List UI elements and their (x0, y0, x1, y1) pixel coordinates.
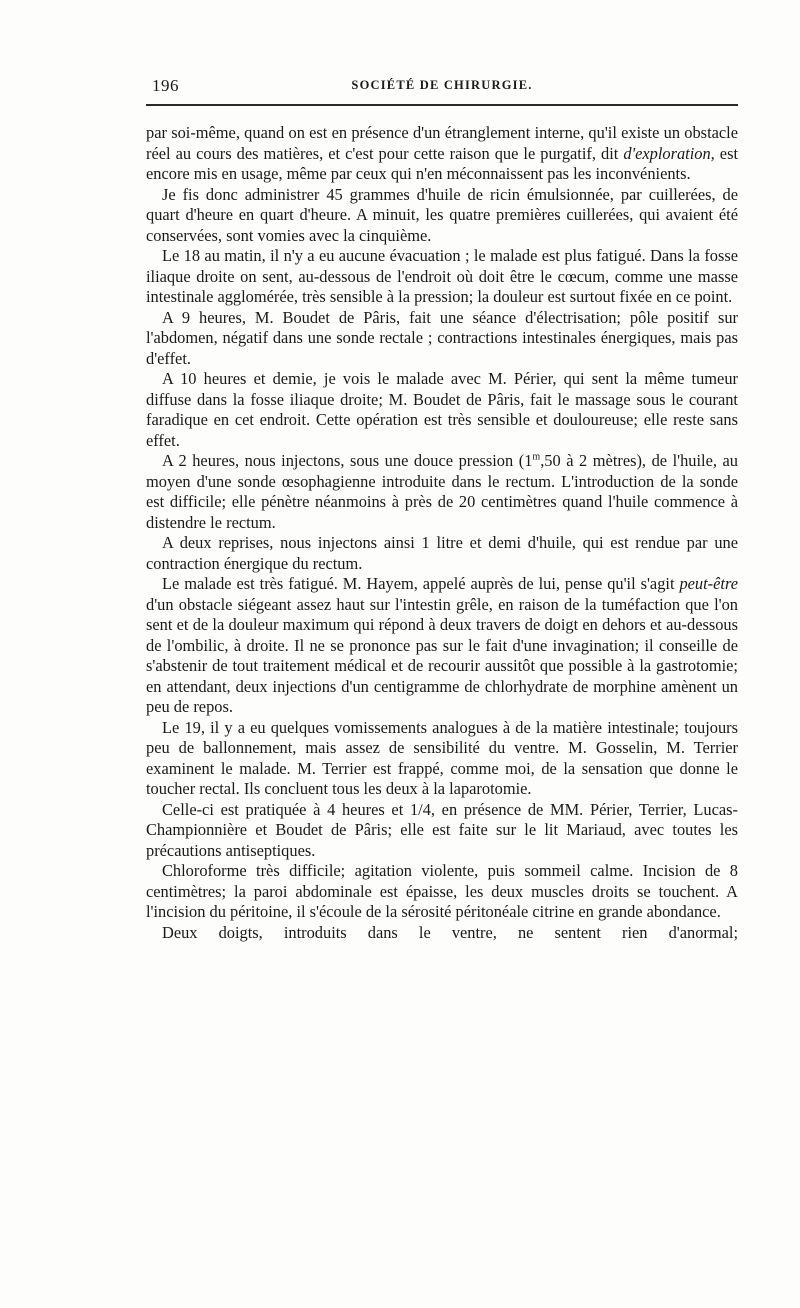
paragraph: Le 19, il y a eu quelques vomissements analogues à de la matière intestinale; toujours peu de ballonnement, mais assez de sensibilité du ventre. M. Gosselin, M. Terrier examinent le malade. M. Terrier est frappé, comme moi, de la sensation que donne le toucher rectal. Ils concluent tous les deux à la laparotomie. (146, 717, 738, 798)
text-run: A 2 heures, nous injectons, sous une douce pression (1 (162, 451, 533, 470)
body-text (146, 123, 738, 943)
paragraph: A deux reprises, nous injectons ainsi 1 litre et demi d'huile, qui est rendue par une contraction énergique du rectum. (146, 533, 738, 573)
paragraph: A 10 heures et demie, je vois le malade avec M. Périer, qui sent la même tumeur diffuse dans la fosse iliaque droite; M. Boudet de Pâris, fait le massage sous le courant faradique en cet endroit. Cette opération est très sensible et douloureuse; elle reste sans effet. (146, 369, 738, 450)
paragraph: Deux doigts, introduits dans le ventre, ne sentent rien d'anormal; (162, 922, 738, 942)
paragraph (146, 123, 738, 185)
paragraph: Je fis donc administrer 45 grammes d'huile de ricin émulsionnée, par cuillerées, de quart d'heure en quart d'heure. A minuit, les quatre premières cuillerées, qui avaient été conservées, sont vomies avec la cinquième. (146, 184, 738, 245)
italic-term: d'exploration, (623, 143, 715, 163)
running-title: SOCIÉTÉ DE CHIRURGIE. (351, 78, 533, 92)
running-head (146, 72, 738, 102)
text-run: Le malade est très fatigué. M. Hayem, appelé auprès de lui, pense qu'il s'agit (162, 574, 680, 593)
text-run: ,50 à 2 mètres), de l'huile, au moyen d'une sonde œsophagienne introduite dans le rectum. L'introduction de la sonde est difficile; elle pénètre néanmoins à près de 20 centimètres quand l'huile commence à distendre le rectum. (146, 451, 738, 532)
paragraph: Le 18 au matin, il n'y a eu aucune évacuation ; le malade est plus fatigué. Dans la fosse iliaque droite on sent, au-dessous de l'endroit où doit être le cœcum, comme une masse intestinale agglomérée, très sensible à la pression; la douleur est surtout fixée en ce point. (146, 246, 738, 306)
header-rule (146, 104, 738, 106)
text-run: est encore mis en usage, même par ceux qui n'en méconnaissent pas les inconvénients. (146, 143, 738, 183)
paragraph (146, 451, 738, 533)
paragraph: Chloroforme très difficile; agitation violente, puis sommeil calme. Incision de 8 centimètres; la paroi abdominale est épaisse, les deux muscles droits se touchent. A l'incision du péritoine, il s'écoule de la sérosité péritonéale citrine en grande abondance. (146, 861, 738, 921)
page-number: 196 (152, 76, 179, 95)
paragraph: A 9 heures, M. Boudet de Pâris, fait une séance d'électrisation; pôle positif sur l'abdomen, négatif dans une sonde rectale ; contractions intestinales énergiques, mais pas d'effet. (146, 307, 738, 368)
text-run: d'un obstacle siégeant assez haut sur l'intestin grêle, en raison de la tuméfaction que l'on sent et de la douleur maximum qui répond à deux travers de doigt en dehors et au-dessous de l'ombilic, à droite. Il ne se prononce pas sur le fait d'une invagination; il conseille de s'abstenir de tout traitement médical et de recourir aussitôt que possible à la gastrotomie; en attendant, deux injections d'un centigramme de chlorhydrate de morphine amènent un peu de repos. (146, 594, 738, 716)
superscript: m (532, 451, 541, 463)
text-run: par soi-même, quand on est en présence d'un étranglement interne, qu'il existe un obstacle réel au cours des matières, et c'est pour cette raison que le purgatif, dit (146, 123, 738, 163)
italic-term: peut-être (679, 574, 738, 593)
paragraph (146, 574, 738, 718)
paragraph: Celle-ci est pratiquée à 4 heures et 1/4, en présence de MM. Périer, Terrier, Lucas-Championnière et Boudet de Pâris; elle est faite sur le lit Mariaud, avec toutes les précautions antiseptiques. (146, 799, 738, 860)
